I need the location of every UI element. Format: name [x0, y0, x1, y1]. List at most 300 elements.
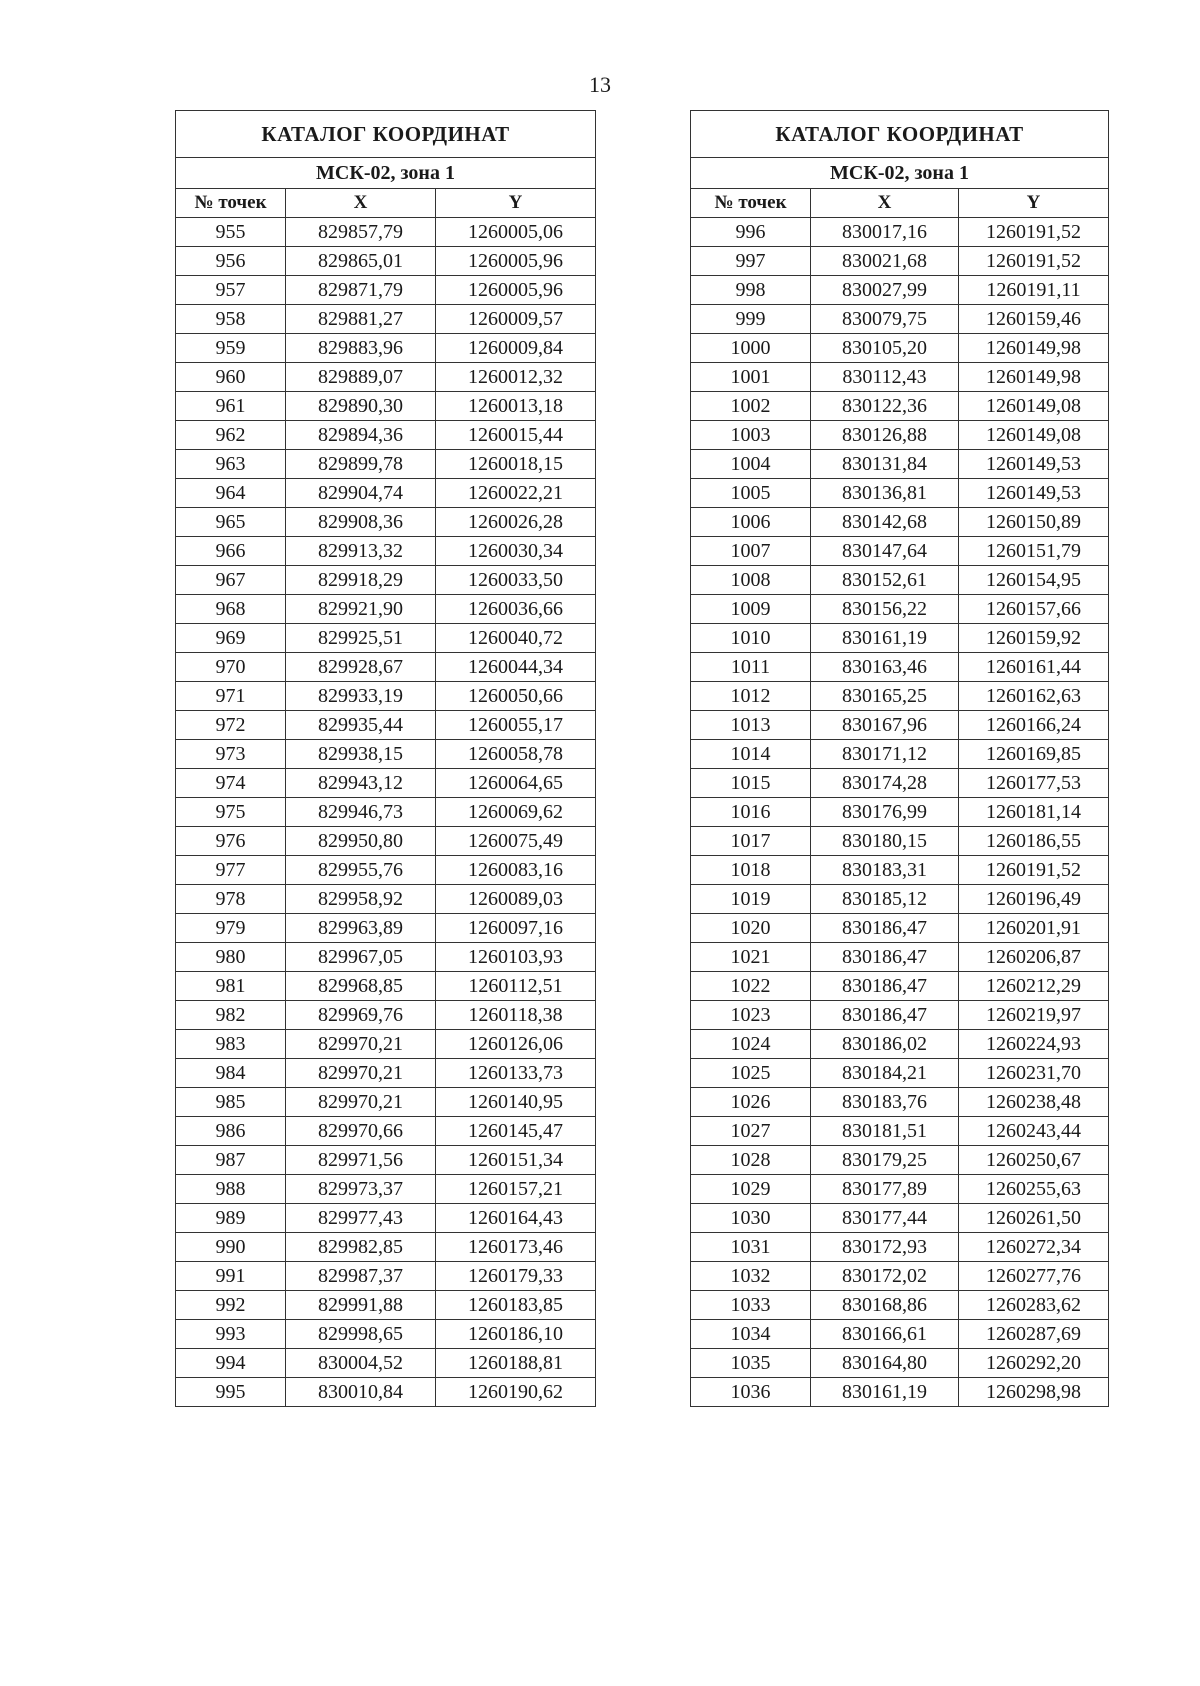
point-number-cell: 1003: [691, 421, 811, 450]
point-number-cell: 967: [176, 566, 286, 595]
point-number-cell: 1028: [691, 1146, 811, 1175]
x-coordinate-cell: 830126,88: [811, 421, 959, 450]
point-number-cell: 984: [176, 1059, 286, 1088]
point-number-cell: 972: [176, 711, 286, 740]
table-row: [691, 624, 1109, 653]
table-row: [176, 1030, 596, 1059]
y-coordinate-cell: 1260186,55: [959, 827, 1109, 856]
x-coordinate-cell: 830168,86: [811, 1291, 959, 1320]
y-coordinate-cell: 1260179,33: [436, 1262, 596, 1291]
point-number-cell: 961: [176, 392, 286, 421]
y-coordinate-cell: 1260026,28: [436, 508, 596, 537]
y-coordinate-cell: 1260181,14: [959, 798, 1109, 827]
point-number-cell: 1001: [691, 363, 811, 392]
point-number-cell: 1008: [691, 566, 811, 595]
column-header-point: № точек: [691, 189, 811, 218]
y-coordinate-cell: 1260118,38: [436, 1001, 596, 1030]
y-coordinate-cell: 1260250,67: [959, 1146, 1109, 1175]
x-coordinate-cell: 830184,21: [811, 1059, 959, 1088]
x-coordinate-cell: 829904,74: [286, 479, 436, 508]
table-row: [691, 943, 1109, 972]
point-number-cell: 994: [176, 1349, 286, 1378]
catalog-title: КАТАЛОГ КООРДИНАТ: [691, 111, 1109, 158]
point-number-cell: 995: [176, 1378, 286, 1407]
zone-caption: МСК-02, зона 1: [691, 158, 1109, 189]
y-coordinate-cell: 1260044,34: [436, 653, 596, 682]
point-number-cell: 958: [176, 305, 286, 334]
table-row: [176, 740, 596, 769]
table-row: [691, 334, 1109, 363]
x-coordinate-cell: 830161,19: [811, 624, 959, 653]
point-number-cell: 1004: [691, 450, 811, 479]
y-coordinate-cell: 1260191,52: [959, 856, 1109, 885]
table-row: [691, 450, 1109, 479]
x-coordinate-cell: 829865,01: [286, 247, 436, 276]
y-coordinate-cell: 1260149,98: [959, 334, 1109, 363]
y-coordinate-cell: 1260022,21: [436, 479, 596, 508]
y-coordinate-cell: 1260191,52: [959, 247, 1109, 276]
column-header-x: X: [286, 189, 436, 218]
point-number-cell: 960: [176, 363, 286, 392]
y-coordinate-cell: 1260012,32: [436, 363, 596, 392]
y-coordinate-cell: 1260036,66: [436, 595, 596, 624]
table-row: [176, 624, 596, 653]
y-coordinate-cell: 1260013,18: [436, 392, 596, 421]
x-coordinate-cell: 830142,68: [811, 508, 959, 537]
y-coordinate-cell: 1260033,50: [436, 566, 596, 595]
point-number-cell: 991: [176, 1262, 286, 1291]
point-number-cell: 1026: [691, 1088, 811, 1117]
y-coordinate-cell: 1260164,43: [436, 1204, 596, 1233]
point-number-cell: 956: [176, 247, 286, 276]
table-row: [176, 798, 596, 827]
table-row: [176, 1059, 596, 1088]
x-coordinate-cell: 829982,85: [286, 1233, 436, 1262]
y-coordinate-cell: 1260157,21: [436, 1175, 596, 1204]
table-row: [691, 508, 1109, 537]
x-coordinate-cell: 830105,20: [811, 334, 959, 363]
point-number-cell: 1007: [691, 537, 811, 566]
x-coordinate-cell: 830131,84: [811, 450, 959, 479]
table-row: [691, 1320, 1109, 1349]
point-number-cell: 996: [691, 218, 811, 247]
table-row: [691, 1378, 1109, 1407]
x-coordinate-cell: 830161,19: [811, 1378, 959, 1407]
y-coordinate-cell: 1260186,10: [436, 1320, 596, 1349]
y-coordinate-cell: 1260212,29: [959, 972, 1109, 1001]
y-coordinate-cell: 1260149,53: [959, 479, 1109, 508]
x-coordinate-cell: 829913,32: [286, 537, 436, 566]
zone-caption: МСК-02, зона 1: [176, 158, 596, 189]
point-number-cell: 966: [176, 537, 286, 566]
point-number-cell: 1035: [691, 1349, 811, 1378]
x-coordinate-cell: 829899,78: [286, 450, 436, 479]
point-number-cell: 955: [176, 218, 286, 247]
table-row: [691, 1059, 1109, 1088]
table-body: [176, 218, 596, 1407]
table-row: [176, 682, 596, 711]
y-coordinate-cell: 1260112,51: [436, 972, 596, 1001]
point-number-cell: 1029: [691, 1175, 811, 1204]
column-header-y: Y: [959, 189, 1109, 218]
y-coordinate-cell: 1260177,53: [959, 769, 1109, 798]
x-coordinate-cell: 830177,44: [811, 1204, 959, 1233]
table-row: [176, 711, 596, 740]
page-number: 13: [589, 72, 611, 97]
x-coordinate-cell: 830163,46: [811, 653, 959, 682]
point-number-cell: 964: [176, 479, 286, 508]
x-coordinate-cell: 830180,15: [811, 827, 959, 856]
point-number-cell: 1018: [691, 856, 811, 885]
x-coordinate-cell: 830122,36: [811, 392, 959, 421]
table-row: [176, 218, 596, 247]
x-coordinate-cell: 830179,25: [811, 1146, 959, 1175]
x-coordinate-cell: 829971,56: [286, 1146, 436, 1175]
x-coordinate-cell: 829970,21: [286, 1088, 436, 1117]
point-number-cell: 1032: [691, 1262, 811, 1291]
x-coordinate-cell: 829970,66: [286, 1117, 436, 1146]
table-row: [691, 653, 1109, 682]
x-coordinate-cell: 829894,36: [286, 421, 436, 450]
x-coordinate-cell: 830164,80: [811, 1349, 959, 1378]
y-coordinate-cell: 1260149,08: [959, 392, 1109, 421]
y-coordinate-cell: 1260018,15: [436, 450, 596, 479]
x-coordinate-cell: 830167,96: [811, 711, 959, 740]
x-coordinate-cell: 830079,75: [811, 305, 959, 334]
y-coordinate-cell: 1260150,89: [959, 508, 1109, 537]
point-number-cell: 999: [691, 305, 811, 334]
x-coordinate-cell: 830186,47: [811, 914, 959, 943]
y-coordinate-cell: 1260133,73: [436, 1059, 596, 1088]
point-number-cell: 971: [176, 682, 286, 711]
x-coordinate-cell: 830181,51: [811, 1117, 959, 1146]
point-number-cell: 1015: [691, 769, 811, 798]
point-number-cell: 1033: [691, 1291, 811, 1320]
x-coordinate-cell: 830185,12: [811, 885, 959, 914]
x-coordinate-cell: 829908,36: [286, 508, 436, 537]
point-number-cell: 1016: [691, 798, 811, 827]
y-coordinate-cell: 1260169,85: [959, 740, 1109, 769]
y-coordinate-cell: 1260238,48: [959, 1088, 1109, 1117]
table-row: [691, 827, 1109, 856]
table-row: [176, 943, 596, 972]
y-coordinate-cell: 1260162,63: [959, 682, 1109, 711]
table-row: [176, 1088, 596, 1117]
table-row: [176, 421, 596, 450]
y-coordinate-cell: 1260030,34: [436, 537, 596, 566]
table-row: [176, 508, 596, 537]
table-row: [691, 1291, 1109, 1320]
y-coordinate-cell: 1260083,16: [436, 856, 596, 885]
point-number-cell: 978: [176, 885, 286, 914]
y-coordinate-cell: 1260154,95: [959, 566, 1109, 595]
column-header-x: X: [811, 189, 959, 218]
point-number-cell: 973: [176, 740, 286, 769]
x-coordinate-cell: 829946,73: [286, 798, 436, 827]
x-coordinate-cell: 829857,79: [286, 218, 436, 247]
table-row: [176, 1291, 596, 1320]
y-coordinate-cell: 1260261,50: [959, 1204, 1109, 1233]
table-row: [691, 769, 1109, 798]
y-coordinate-cell: 1260151,79: [959, 537, 1109, 566]
point-number-cell: 1012: [691, 682, 811, 711]
table-row: [176, 856, 596, 885]
point-number-cell: 1036: [691, 1378, 811, 1407]
y-coordinate-cell: 1260149,98: [959, 363, 1109, 392]
table-row: [176, 653, 596, 682]
y-coordinate-cell: 1260191,11: [959, 276, 1109, 305]
point-number-cell: 1030: [691, 1204, 811, 1233]
y-coordinate-cell: 1260188,81: [436, 1349, 596, 1378]
y-coordinate-cell: 1260255,63: [959, 1175, 1109, 1204]
point-number-cell: 1014: [691, 740, 811, 769]
x-coordinate-cell: 829958,92: [286, 885, 436, 914]
x-coordinate-cell: 830166,61: [811, 1320, 959, 1349]
table-body: [691, 218, 1109, 1407]
x-coordinate-cell: 829925,51: [286, 624, 436, 653]
table-row: [176, 450, 596, 479]
point-number-cell: 969: [176, 624, 286, 653]
point-number-cell: 1000: [691, 334, 811, 363]
table-row: [691, 537, 1109, 566]
x-coordinate-cell: 829991,88: [286, 1291, 436, 1320]
point-number-cell: 987: [176, 1146, 286, 1175]
table-row: [176, 1001, 596, 1030]
x-coordinate-cell: 829933,19: [286, 682, 436, 711]
point-number-cell: 965: [176, 508, 286, 537]
y-coordinate-cell: 1260005,06: [436, 218, 596, 247]
x-coordinate-cell: 830174,28: [811, 769, 959, 798]
point-number-cell: 959: [176, 334, 286, 363]
x-coordinate-cell: 829935,44: [286, 711, 436, 740]
point-number-cell: 1023: [691, 1001, 811, 1030]
y-coordinate-cell: 1260149,08: [959, 421, 1109, 450]
y-coordinate-cell: 1260149,53: [959, 450, 1109, 479]
point-number-cell: 988: [176, 1175, 286, 1204]
table-row: [691, 363, 1109, 392]
table-row: [176, 1204, 596, 1233]
x-coordinate-cell: 829968,85: [286, 972, 436, 1001]
x-coordinate-cell: 830172,02: [811, 1262, 959, 1291]
point-number-cell: 1027: [691, 1117, 811, 1146]
point-number-cell: 979: [176, 914, 286, 943]
x-coordinate-cell: 830176,99: [811, 798, 959, 827]
y-coordinate-cell: 1260201,91: [959, 914, 1109, 943]
y-coordinate-cell: 1260151,34: [436, 1146, 596, 1175]
x-coordinate-cell: 830010,84: [286, 1378, 436, 1407]
column-header-point: № точек: [176, 189, 286, 218]
x-coordinate-cell: 830177,89: [811, 1175, 959, 1204]
x-coordinate-cell: 830186,02: [811, 1030, 959, 1059]
y-coordinate-cell: 1260159,46: [959, 305, 1109, 334]
point-number-cell: 998: [691, 276, 811, 305]
table-row: [691, 392, 1109, 421]
point-number-cell: 1020: [691, 914, 811, 943]
table-row: [176, 1262, 596, 1291]
x-coordinate-cell: 830156,22: [811, 595, 959, 624]
point-number-cell: 982: [176, 1001, 286, 1030]
point-number-cell: 985: [176, 1088, 286, 1117]
x-coordinate-cell: 830004,52: [286, 1349, 436, 1378]
point-number-cell: 1025: [691, 1059, 811, 1088]
point-number-cell: 997: [691, 247, 811, 276]
table-row: [176, 363, 596, 392]
point-number-cell: 1002: [691, 392, 811, 421]
x-coordinate-cell: 829871,79: [286, 276, 436, 305]
point-number-cell: 986: [176, 1117, 286, 1146]
y-coordinate-cell: 1260298,98: [959, 1378, 1109, 1407]
y-coordinate-cell: 1260069,62: [436, 798, 596, 827]
point-number-cell: 1010: [691, 624, 811, 653]
x-coordinate-cell: 830112,43: [811, 363, 959, 392]
point-number-cell: 989: [176, 1204, 286, 1233]
table-row: [691, 1001, 1109, 1030]
y-coordinate-cell: 1260161,44: [959, 653, 1109, 682]
x-coordinate-cell: 830171,12: [811, 740, 959, 769]
point-number-cell: 993: [176, 1320, 286, 1349]
point-number-cell: 1019: [691, 885, 811, 914]
y-coordinate-cell: 1260145,47: [436, 1117, 596, 1146]
table-row: [691, 1030, 1109, 1059]
x-coordinate-cell: 829969,76: [286, 1001, 436, 1030]
table-row: [691, 682, 1109, 711]
x-coordinate-cell: 830136,81: [811, 479, 959, 508]
point-number-cell: 980: [176, 943, 286, 972]
y-coordinate-cell: 1260272,34: [959, 1233, 1109, 1262]
y-coordinate-cell: 1260173,46: [436, 1233, 596, 1262]
y-coordinate-cell: 1260064,65: [436, 769, 596, 798]
column-header-y: Y: [436, 189, 596, 218]
x-coordinate-cell: 830152,61: [811, 566, 959, 595]
point-number-cell: 1006: [691, 508, 811, 537]
y-coordinate-cell: 1260166,24: [959, 711, 1109, 740]
x-coordinate-cell: 830147,64: [811, 537, 959, 566]
x-coordinate-cell: 830186,47: [811, 972, 959, 1001]
table-row: [691, 856, 1109, 885]
table-row: [691, 566, 1109, 595]
y-coordinate-cell: 1260191,52: [959, 218, 1109, 247]
point-number-cell: 1011: [691, 653, 811, 682]
point-number-cell: 1005: [691, 479, 811, 508]
y-coordinate-cell: 1260140,95: [436, 1088, 596, 1117]
y-coordinate-cell: 1260089,03: [436, 885, 596, 914]
x-coordinate-cell: 829967,05: [286, 943, 436, 972]
y-coordinate-cell: 1260005,96: [436, 247, 596, 276]
x-coordinate-cell: 829998,65: [286, 1320, 436, 1349]
table-row: [691, 595, 1109, 624]
table-row: [691, 1204, 1109, 1233]
point-number-cell: 1017: [691, 827, 811, 856]
x-coordinate-cell: 829950,80: [286, 827, 436, 856]
x-coordinate-cell: 829970,21: [286, 1030, 436, 1059]
point-number-cell: 957: [176, 276, 286, 305]
table-row: [176, 1349, 596, 1378]
y-coordinate-cell: 1260159,92: [959, 624, 1109, 653]
x-coordinate-cell: 829938,15: [286, 740, 436, 769]
y-coordinate-cell: 1260183,85: [436, 1291, 596, 1320]
y-coordinate-cell: 1260015,44: [436, 421, 596, 450]
y-coordinate-cell: 1260283,62: [959, 1291, 1109, 1320]
x-coordinate-cell: 829977,43: [286, 1204, 436, 1233]
catalog-title: КАТАЛОГ КООРДИНАТ: [176, 111, 596, 158]
point-number-cell: 1021: [691, 943, 811, 972]
y-coordinate-cell: 1260126,06: [436, 1030, 596, 1059]
x-coordinate-cell: 829881,27: [286, 305, 436, 334]
table-row: [176, 1175, 596, 1204]
x-coordinate-cell: 830027,99: [811, 276, 959, 305]
point-number-cell: 981: [176, 972, 286, 1001]
table-row: [176, 305, 596, 334]
table-row: [691, 247, 1109, 276]
table-row: [176, 1233, 596, 1262]
point-number-cell: 992: [176, 1291, 286, 1320]
y-coordinate-cell: 1260190,62: [436, 1378, 596, 1407]
table-row: [176, 276, 596, 305]
table-row: [691, 479, 1109, 508]
coordinate-catalog-table-right: [690, 110, 1109, 1407]
table-row: [176, 972, 596, 1001]
y-coordinate-cell: 1260009,57: [436, 305, 596, 334]
table-row: [691, 1175, 1109, 1204]
point-number-cell: 976: [176, 827, 286, 856]
y-coordinate-cell: 1260206,87: [959, 943, 1109, 972]
point-number-cell: 963: [176, 450, 286, 479]
x-coordinate-cell: 829973,37: [286, 1175, 436, 1204]
y-coordinate-cell: 1260292,20: [959, 1349, 1109, 1378]
table-row: [176, 885, 596, 914]
table-row: [691, 914, 1109, 943]
x-coordinate-cell: 829883,96: [286, 334, 436, 363]
point-number-cell: 1031: [691, 1233, 811, 1262]
table-row: [691, 305, 1109, 334]
x-coordinate-cell: 829921,90: [286, 595, 436, 624]
y-coordinate-cell: 1260058,78: [436, 740, 596, 769]
point-number-cell: 990: [176, 1233, 286, 1262]
point-number-cell: 975: [176, 798, 286, 827]
x-coordinate-cell: 830186,47: [811, 943, 959, 972]
y-coordinate-cell: 1260097,16: [436, 914, 596, 943]
table-row: [691, 1088, 1109, 1117]
x-coordinate-cell: 829955,76: [286, 856, 436, 885]
table-row: [691, 1117, 1109, 1146]
coordinate-catalog-table-left: [175, 110, 596, 1407]
x-coordinate-cell: 830186,47: [811, 1001, 959, 1030]
table-row: [176, 1146, 596, 1175]
table-row: [176, 247, 596, 276]
point-number-cell: 962: [176, 421, 286, 450]
point-number-cell: 977: [176, 856, 286, 885]
y-coordinate-cell: 1260075,49: [436, 827, 596, 856]
y-coordinate-cell: 1260277,76: [959, 1262, 1109, 1291]
point-number-cell: 1009: [691, 595, 811, 624]
table-row: [176, 479, 596, 508]
point-number-cell: 1013: [691, 711, 811, 740]
table-row: [691, 798, 1109, 827]
table-row: [176, 827, 596, 856]
table-row: [176, 392, 596, 421]
table-row: [691, 885, 1109, 914]
table-row: [176, 914, 596, 943]
x-coordinate-cell: 829889,07: [286, 363, 436, 392]
table-row: [176, 1320, 596, 1349]
table-row: [691, 276, 1109, 305]
x-coordinate-cell: 830017,16: [811, 218, 959, 247]
table-row: [176, 537, 596, 566]
table-row: [691, 972, 1109, 1001]
x-coordinate-cell: 830183,31: [811, 856, 959, 885]
x-coordinate-cell: 830172,93: [811, 1233, 959, 1262]
table-row: [176, 595, 596, 624]
